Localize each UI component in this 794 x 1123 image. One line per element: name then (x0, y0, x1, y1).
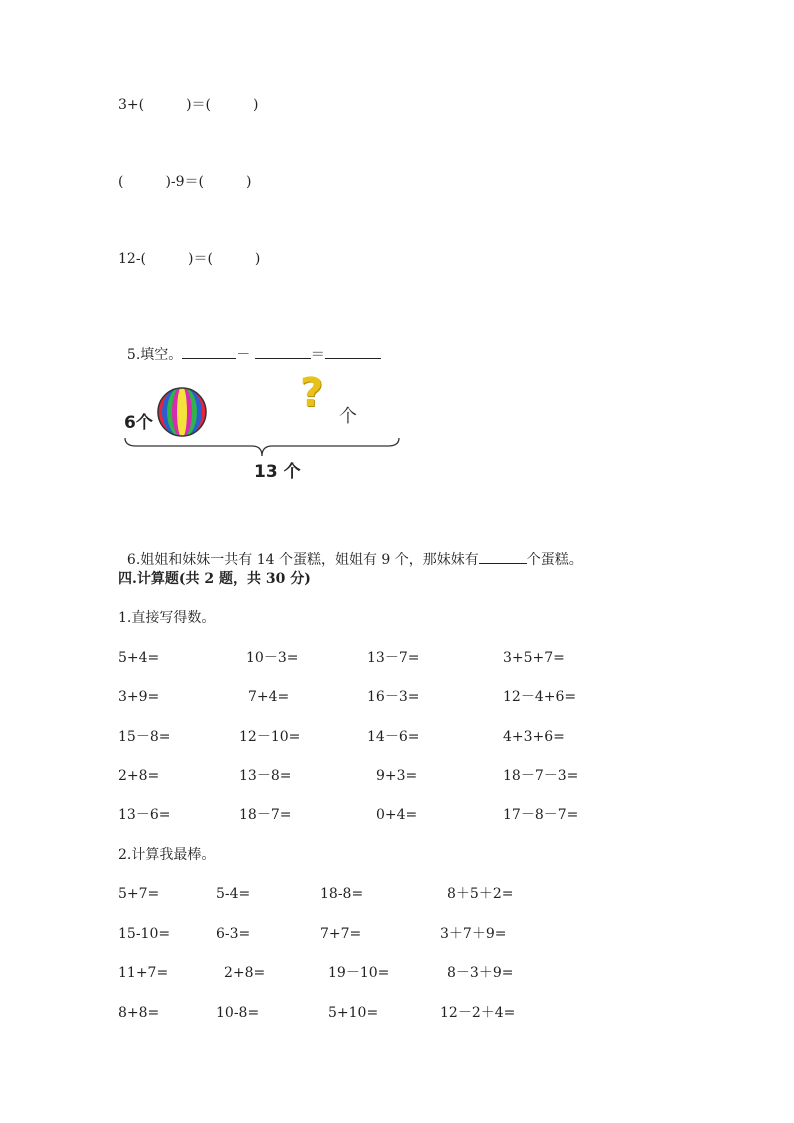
expression-3: 12-( )＝( ) (118, 251, 261, 267)
answer-blank-3[interactable] (325, 344, 381, 359)
ball-figure (118, 372, 408, 487)
calc-item: 13－7= (367, 650, 420, 666)
calc-item: 19－10= (328, 965, 390, 981)
calc-item: 8－3＋9= (447, 965, 514, 981)
calc-item: 6-3= (216, 926, 251, 942)
section-4-title: 四.计算题(共 2 题，共 30 分) (118, 571, 311, 587)
calc-item: 18－7= (239, 807, 292, 823)
expression-2: ( )-9＝( ) (118, 174, 252, 190)
calc-item: 18－7－3= (503, 768, 579, 784)
question-6-text-end: 个蛋糕。 (526, 552, 583, 568)
ball-icon (156, 386, 208, 438)
equals-sign: ＝ (310, 347, 325, 363)
calc-item: 10-8= (216, 1005, 260, 1021)
calc-item: 8+8= (118, 1005, 160, 1021)
calc-item: 12－10= (239, 729, 301, 745)
calc-item: 12－2＋4= (440, 1005, 516, 1021)
question-mark-icon: ? (300, 370, 324, 416)
sub-2-title: 2.计算我最棒。 (118, 847, 216, 863)
calc-item: 15－8= (118, 729, 171, 745)
question-6-text: 6.姐姐和妹妹一共有 14 个蛋糕，姐姐有 9 个，那妹妹有 (126, 552, 479, 568)
calc-item: 13－6= (118, 807, 171, 823)
left-count-label: 6个 (124, 413, 153, 433)
question-6 (118, 531, 583, 569)
answer-blank-4[interactable] (479, 549, 527, 564)
answer-blank-2[interactable] (255, 344, 311, 359)
calc-item: 5+7= (118, 886, 160, 902)
expression-1: 3+( )＝( ) (118, 97, 259, 113)
question-5-label: 5.填空。 (126, 347, 183, 363)
sub-1-title: 1.直接写得数。 (118, 610, 216, 626)
calc-item: 13－8= (239, 768, 292, 784)
calc-item: 17－8－7= (503, 807, 579, 823)
question-5 (118, 326, 381, 364)
right-unit-label: 个 (339, 406, 357, 427)
calc-item: 5-4= (216, 886, 251, 902)
calc-item: 5+10= (328, 1005, 379, 1021)
calc-item: 10－3= (246, 650, 299, 666)
calc-item: 4+3+6= (503, 729, 565, 745)
calc-item: 7+7= (320, 926, 362, 942)
calc-item: 18-8= (320, 886, 364, 902)
calc-item: 0+4= (376, 807, 418, 823)
calc-item: 2+8= (118, 768, 160, 784)
minus-sign: － (236, 347, 251, 363)
calc-item: 8＋5＋2= (447, 886, 514, 902)
calc-item: 12－4+6= (503, 689, 577, 705)
total-count-label: 13 个 (254, 462, 301, 482)
calc-item: 3＋7＋9= (440, 926, 507, 942)
calc-item: 16－3= (367, 689, 420, 705)
calc-item: 15-10= (118, 926, 171, 942)
calc-item: 3+5+7= (503, 650, 565, 666)
calc-item: 7+4= (248, 689, 290, 705)
answer-blank-1[interactable] (182, 344, 236, 359)
calc-item: 2+8= (224, 965, 266, 981)
calc-item: 11+7= (118, 965, 169, 981)
calc-item: 3+9= (118, 689, 160, 705)
calc-item: 14－6= (367, 729, 420, 745)
calc-item: 9+3= (376, 768, 418, 784)
calc-item: 5+4= (118, 650, 160, 666)
